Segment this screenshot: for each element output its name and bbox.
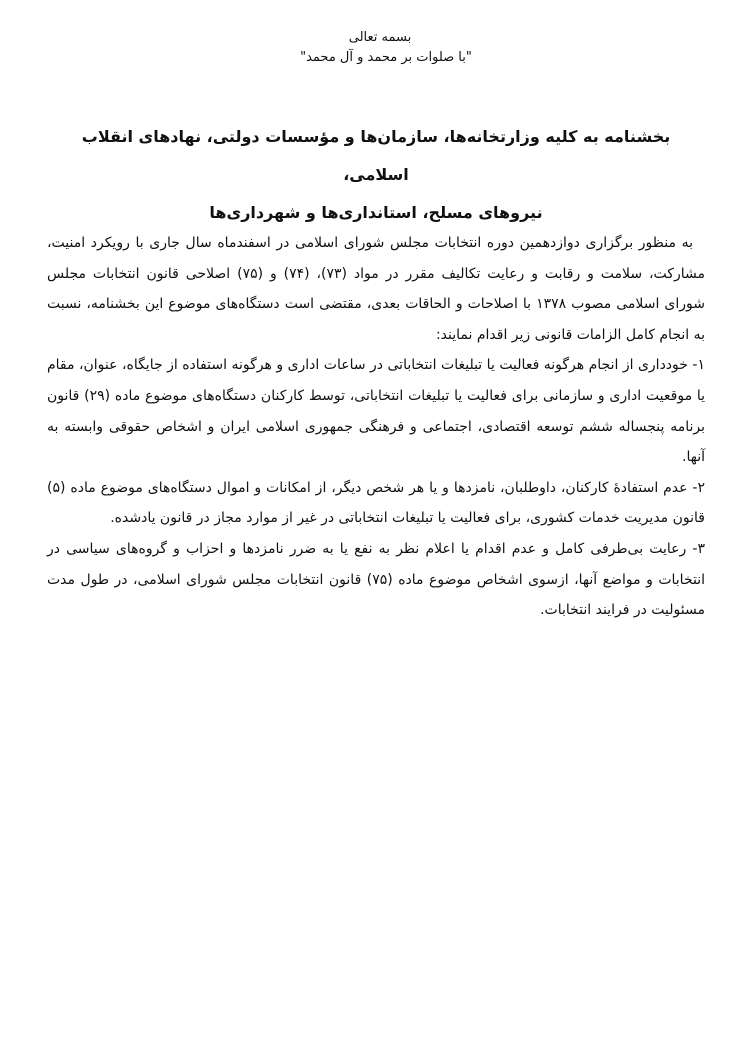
basmala-text: بسمه تعالی [348,30,412,45]
circular-title [60,118,692,232]
circular-body [47,228,705,626]
item-paragraph-2: ۲- عدم استفادۀ کارکنان، داوطلبان، نامزدها و یا هر شخص دیگر، از امکانات و اموال دستگاه‌های موضوع ماده (۵) قانون مدیریت خدمات کشوری، برای فعالیت یا تبلیغات انتخاباتی در غیر از موارد مجاز در قانون یادشده. [47,479,705,527]
title-line-2: نیروهای مسلح، استانداری‌ها و شهرداری‌ها [209,203,543,222]
item-paragraph-3: ۳- رعایت بی‌طرفی کامل و عدم اقدام یا اعلام نظر به نفع یا به ضرر نامزدها و احزاب و گروه‌های سیاسی در انتخابات و مواضع آنها، ازسوی اشخاص موضوع ماده (۷۵) قانون انتخابات مجلس شورای اسلامی، در طول مدت مسئولیت در فرایند انتخابات. [47,540,705,619]
title-line-1: بخشنامه به کلیه وزارتخانه‌ها، سازمان‌ها و مؤسسات دولتی، نهادهای انقلاب اسلامی، [81,127,671,184]
salawat-text: "با صلوات بر محمد و آل محمد" [300,50,472,65]
item-paragraph-1: ۱- خودداری از انجام هرگونه فعالیت یا تبلیغات انتخاباتی در ساعات اداری و هرگونه استفاده از جایگاه، عنوان، مقام یا موقعیت اداری و سازمانی برای فعالیت یا تبلیغات انتخاباتی، توسط کارکنان دستگاه‌های موضوع ماده (۲۹) قانون برنامه پنجساله ششم توسعه اقتصادی، اجتماعی و فرهنگی جمهوری اسلامی ایران و اشخاص حقوقی وابسته به آنها. [47,357,706,466]
document-header [0,28,752,68]
intro-paragraph: به منظور برگزاری دوازدهمین دوره انتخابات مجلس شورای اسلامی در اسفندماه سال جاری با رویکرد امنیت، مشارکت، سلامت و رقابت و رعایت تکالیف مقرر در مواد (۷۳)، (۷۴) و (۷۵) اصلاحی قانون انتخابات مجلس شورای اسلامی مصوب ۱۳۷۸ با اصلاحات و الحاقات بعدی، مقتضی است دستگاه‌های موضوع این بخشنامه، نسبت به انجام کامل الزامات قانونی زیر اقدام نمایند: [47,235,705,343]
